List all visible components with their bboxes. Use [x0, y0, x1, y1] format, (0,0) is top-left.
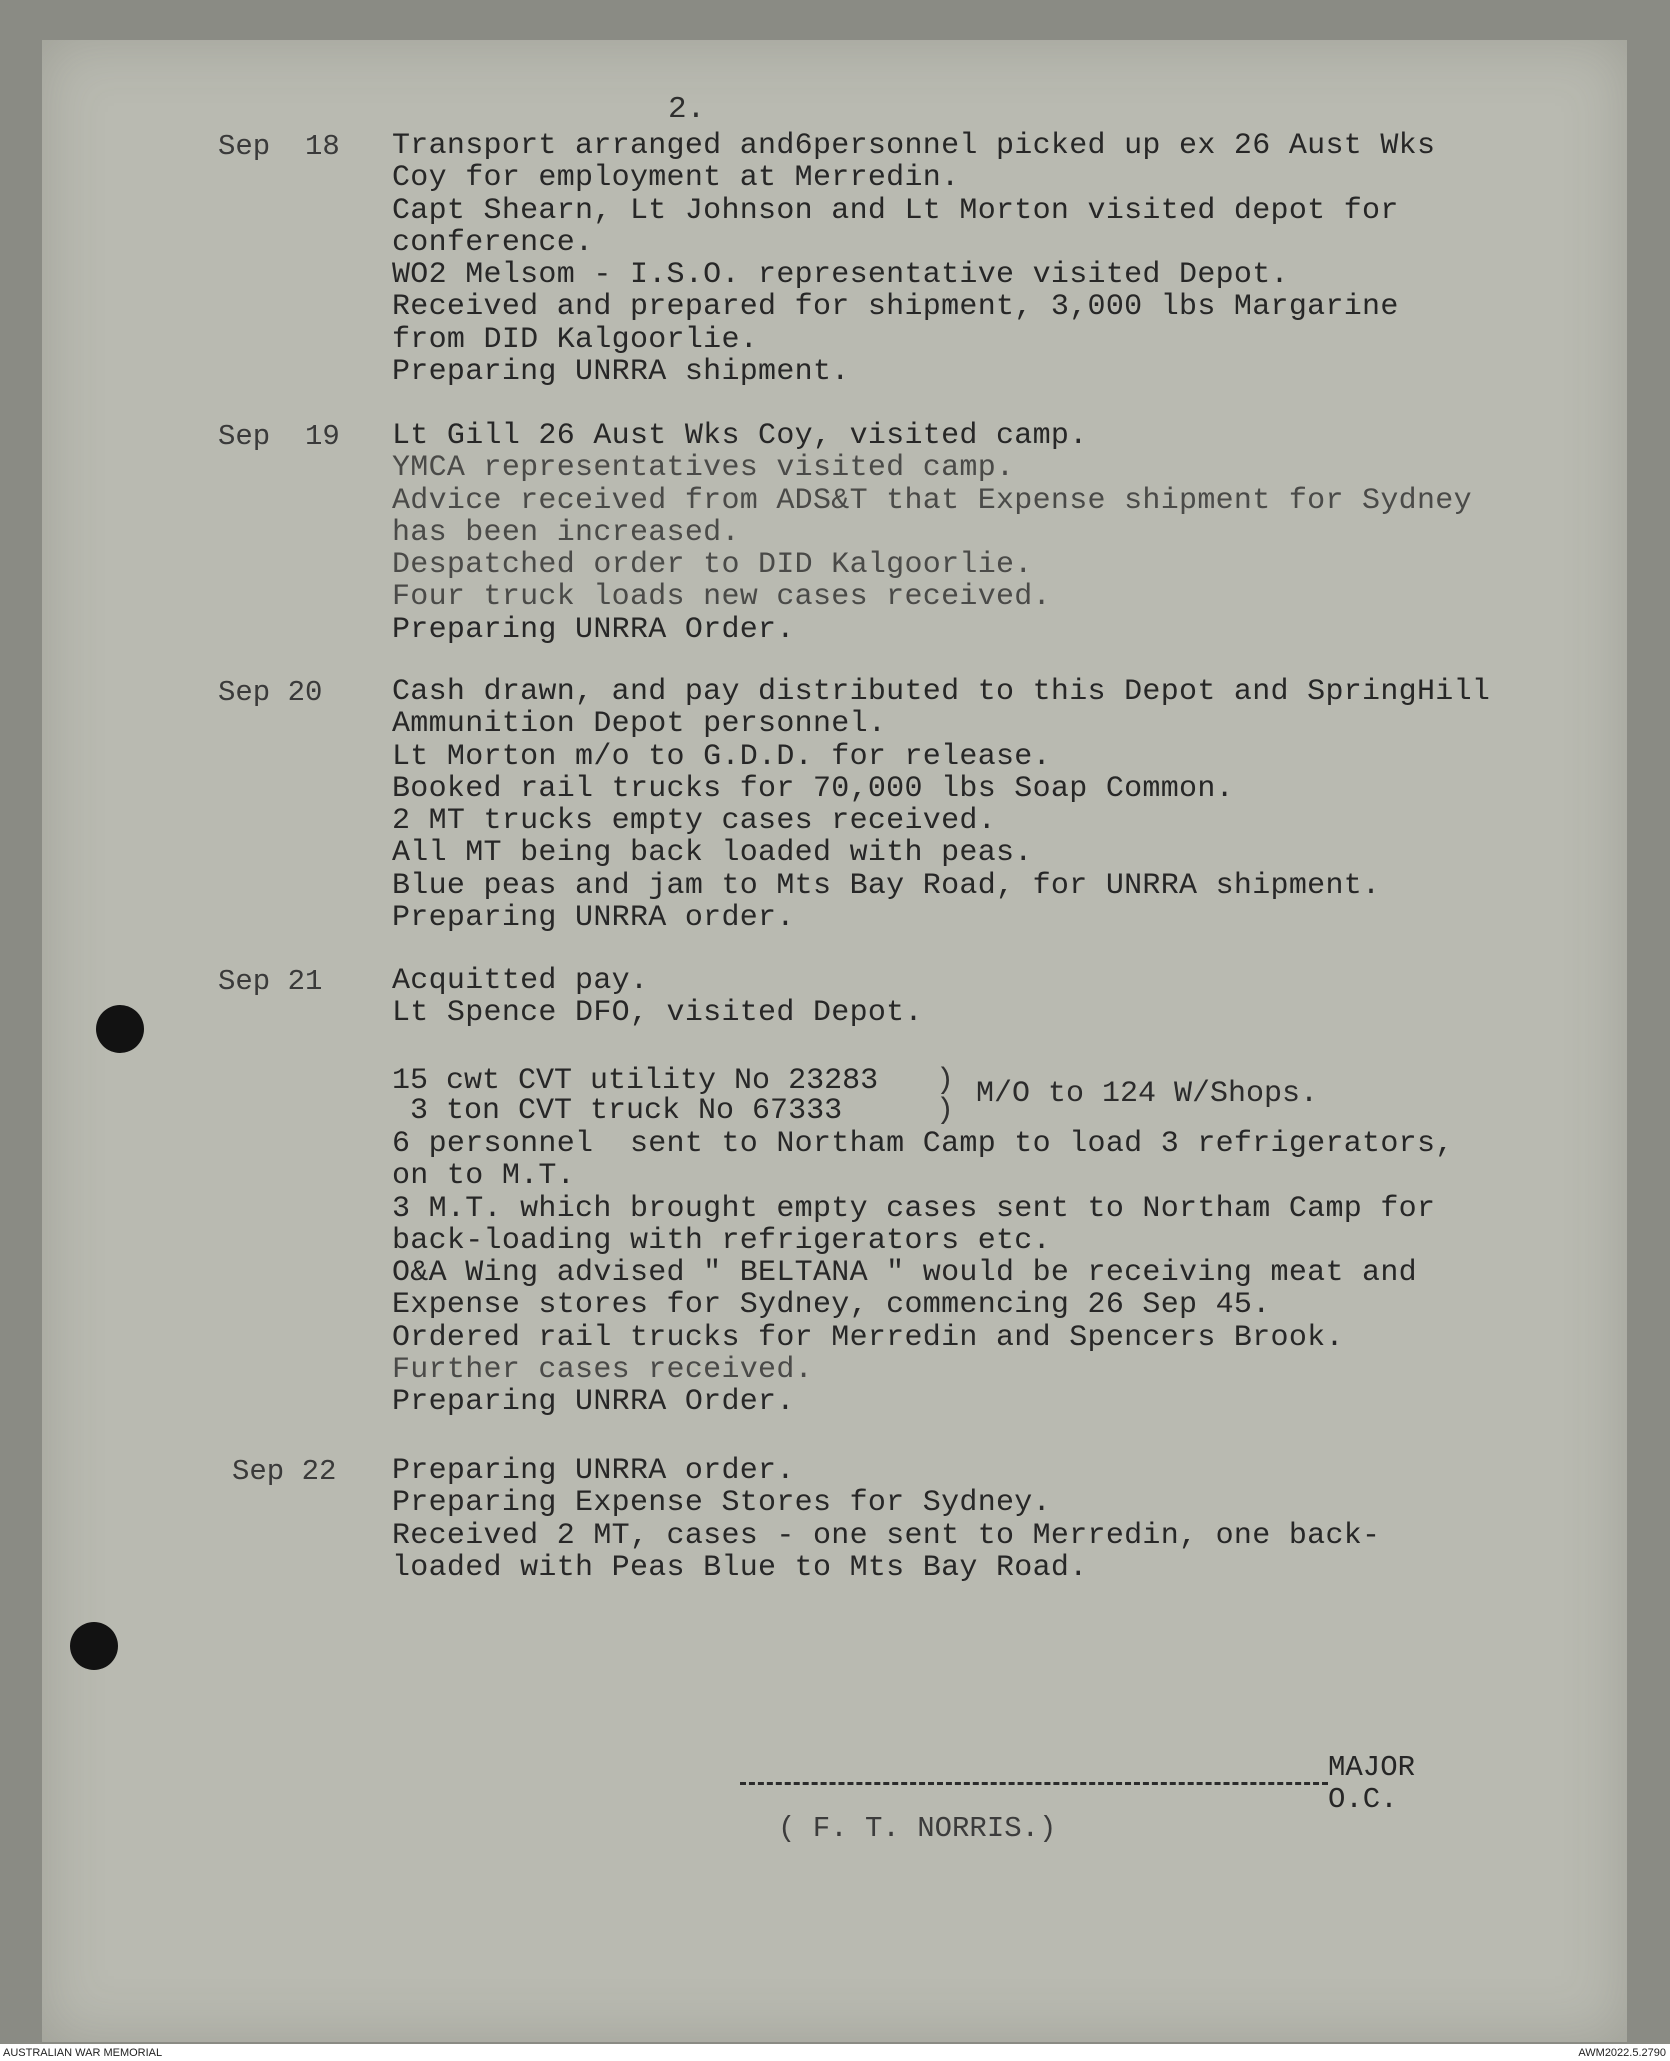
entry-line: Four truck loads new cases received. — [392, 580, 1051, 615]
entry-line: 6 personnel sent to Northam Camp to load 3 refrigerators, — [392, 1127, 1454, 1161]
entry-line: WO2 Melsom - I.S.O. representative visited Depot. — [392, 258, 1289, 293]
entry-line: Preparing Expense Stores for Sydney. — [392, 1486, 1051, 1521]
entry-line: Booked rail trucks for 70,000 lbs Soap Common. — [392, 771, 1234, 806]
entry-date: Sep 18 — [218, 130, 340, 163]
vehicle-action: M/O to 124 W/Shops. — [976, 1077, 1319, 1111]
signature-rank-block — [1328, 1752, 1415, 1816]
entry-line: Advice received from ADS&T that Expense shipment for Sydney — [392, 483, 1472, 518]
entry-line: Blue peas and jam to Mts Bay Road, for UNRRA shipment. — [392, 868, 1381, 903]
entry-line: Preparing UNRRA shipment. — [392, 355, 850, 390]
entry-line: Coy for employment at Merredin. — [392, 161, 960, 196]
signatory-name: ( F. T. NORRIS.) — [778, 1812, 1057, 1845]
entry-lines — [392, 130, 1435, 388]
entry-date: Sep 20 — [218, 676, 323, 709]
entry-line: back-loading with refrigerators etc. — [392, 1223, 1051, 1258]
punch-hole-upper — [96, 1005, 144, 1053]
entry-line: Lt Morton m/o to G.D.D. for release. — [392, 739, 1051, 774]
entry-line: Preparing UNRRA Order. — [392, 612, 795, 647]
entry-line: 3 M.T. which brought empty cases sent to Northam Camp for — [392, 1191, 1436, 1226]
entry-date: Sep 22 — [232, 1455, 337, 1488]
entry-line: Ammunition Depot personnel. — [392, 707, 887, 742]
entry-line: Ordered rail trucks for Merredin and Spencers Brook. — [392, 1320, 1344, 1355]
entry-line: Despatched order to DID Kalgoorlie. — [392, 548, 1033, 583]
entry-line: O&A Wing advised " BELTANA " would be receiving meat and — [392, 1256, 1417, 1291]
entry-line: Lt Gill 26 Aust Wks Coy, visited camp. — [392, 419, 1088, 453]
entry-line: Capt Shearn, Lt Johnson and Lt Morton visited depot for — [392, 193, 1399, 228]
signature-title: O.C. — [1328, 1783, 1398, 1816]
vehicle-line: 15 cwt CVT utility No 23283 — [392, 1064, 879, 1098]
entry-line: from DID Kalgoorlie. — [392, 322, 759, 357]
entry-line: Preparing UNRRA Order. — [392, 1385, 795, 1420]
entry-line: Acquitted pay. — [392, 964, 649, 998]
entry-lines — [392, 676, 1490, 934]
footer-reference: AWM2022.5.2790 — [1578, 2047, 1666, 2059]
entry-line: Transport arranged and6personnel picked up ex 26 Aust Wks — [392, 129, 1436, 163]
entry-line: loaded with Peas Blue to Mts Bay Road. — [392, 1550, 1088, 1585]
signature-line — [740, 1782, 1328, 1785]
footer-archive: AUSTRALIAN WAR MEMORIAL — [3, 2047, 163, 2059]
entry-line: Further cases received. — [392, 1353, 813, 1388]
entry-line: YMCA representatives visited camp. — [392, 451, 1015, 486]
entry-lines — [392, 420, 1472, 646]
entry-line: Lt Spence DFO, visited Depot. — [392, 996, 923, 1031]
entry-line: Expense stores for Sydney, commencing 26 Sep 45. — [392, 1288, 1271, 1323]
entry-line: Preparing UNRRA order. — [392, 901, 795, 936]
entry-line: Received 2 MT, cases - one sent to Merredin, one back- — [392, 1518, 1381, 1553]
entry-date: Sep 21 — [218, 965, 323, 998]
entry-line: All MT being back loaded with peas. — [392, 836, 1033, 871]
page-number: 2. — [668, 92, 706, 127]
signature-rank: MAJOR — [1328, 1751, 1416, 1784]
entry-date: Sep 19 — [218, 420, 340, 453]
entry-line: Preparing UNRRA order. — [392, 1454, 795, 1488]
entry-line: conference. — [392, 225, 594, 260]
entry-line: on to M.T. — [392, 1159, 576, 1194]
entry-lines-before — [392, 965, 923, 1030]
entry-line: has been increased. — [392, 515, 740, 550]
entry-line: 2 MT trucks empty cases received. — [392, 804, 996, 839]
entry-lines-after — [392, 1128, 1454, 1419]
brace-glyph: ) — [936, 1064, 955, 1098]
entry-line: Received and prepared for shipment, 3,000 lbs Margarine — [392, 290, 1399, 325]
punch-hole-lower — [70, 1622, 118, 1670]
brace-glyph: ) — [936, 1094, 955, 1128]
entry-line: Cash drawn, and pay distributed to this Depot and SpringHill — [392, 675, 1491, 709]
entry-lines — [392, 1455, 1380, 1584]
vehicle-line: 3 ton CVT truck No 67333 — [392, 1094, 843, 1128]
